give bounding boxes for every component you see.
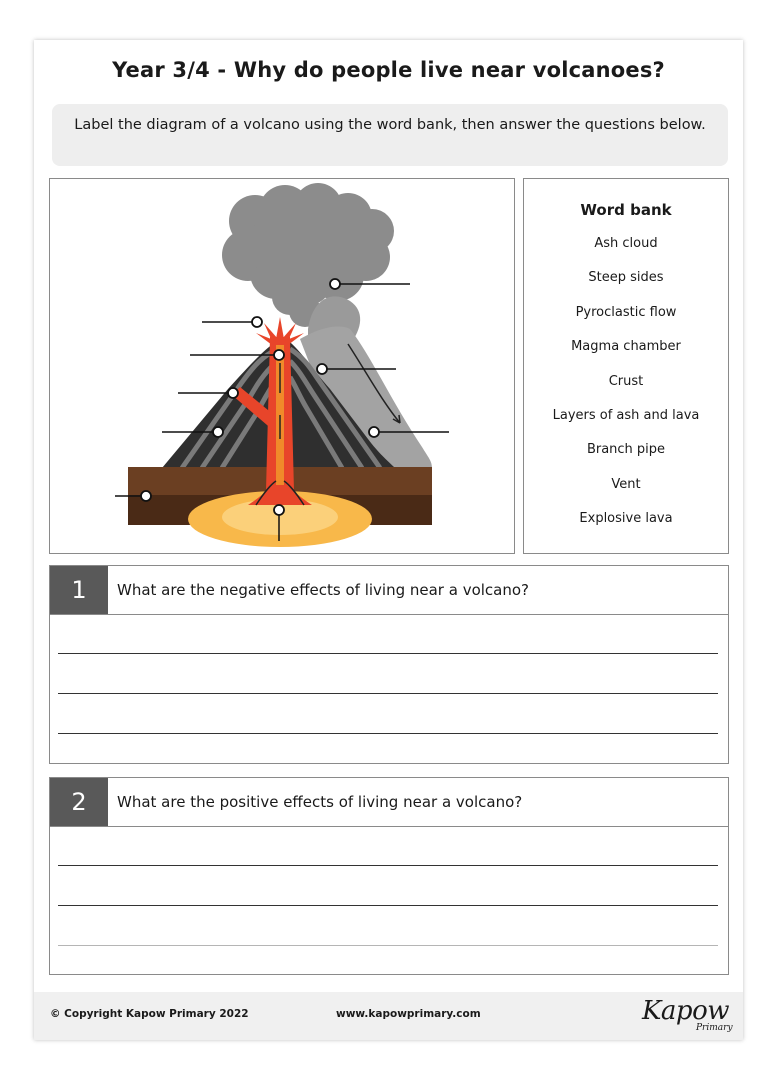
answer-line[interactable] [58, 945, 718, 946]
question-text: What are the negative effects of living near a volcano? [117, 581, 529, 599]
word-bank-title: Word bank [580, 201, 672, 219]
volcano-cross-section-icon [50, 179, 515, 554]
kapow-logo [642, 996, 734, 1036]
answer-line[interactable] [58, 905, 718, 906]
logo-text: Kapow [642, 996, 729, 1026]
question-header [50, 778, 728, 827]
word-bank-item: Ash cloud [594, 236, 658, 251]
question-2 [49, 777, 729, 975]
question-number: 2 [50, 778, 108, 826]
word-bank-list [524, 227, 728, 537]
volcano-diagram [49, 178, 515, 554]
word-bank-item: Pyroclastic flow [575, 304, 677, 320]
question-number: 1 [50, 566, 108, 614]
worksheet-page [34, 40, 743, 1040]
answer-line[interactable] [58, 733, 718, 734]
answer-line[interactable] [58, 653, 718, 654]
instructions-box: Label the diagram of a volcano using the word bank, then answer the questions below. [52, 104, 728, 166]
question-header [50, 566, 728, 615]
page-title: Year 3/4 - Why do people live near volcanoes? [112, 58, 665, 82]
answer-line[interactable] [58, 865, 718, 866]
word-bank-item: Vent [611, 476, 641, 492]
page-footer [34, 992, 743, 1040]
word-bank-item: Explosive lava [579, 511, 673, 527]
logo-subtext: Primary [696, 1023, 733, 1033]
word-bank-item: Layers of ash and lava [552, 407, 700, 423]
word-bank-item: Magma chamber [571, 339, 681, 355]
word-bank-item: Crust [608, 373, 644, 389]
copyright-text: © Copyright Kapow Primary 2022 [50, 1008, 249, 1020]
word-bank-item: Branch pipe [586, 442, 666, 458]
word-bank [523, 178, 729, 554]
question-1 [49, 565, 729, 764]
question-text: What are the positive effects of living near a volcano? [117, 793, 523, 811]
answer-line[interactable] [58, 693, 718, 694]
website-link[interactable]: www.kapowprimary.com [336, 1008, 481, 1020]
word-bank-item: Steep sides [588, 270, 664, 286]
